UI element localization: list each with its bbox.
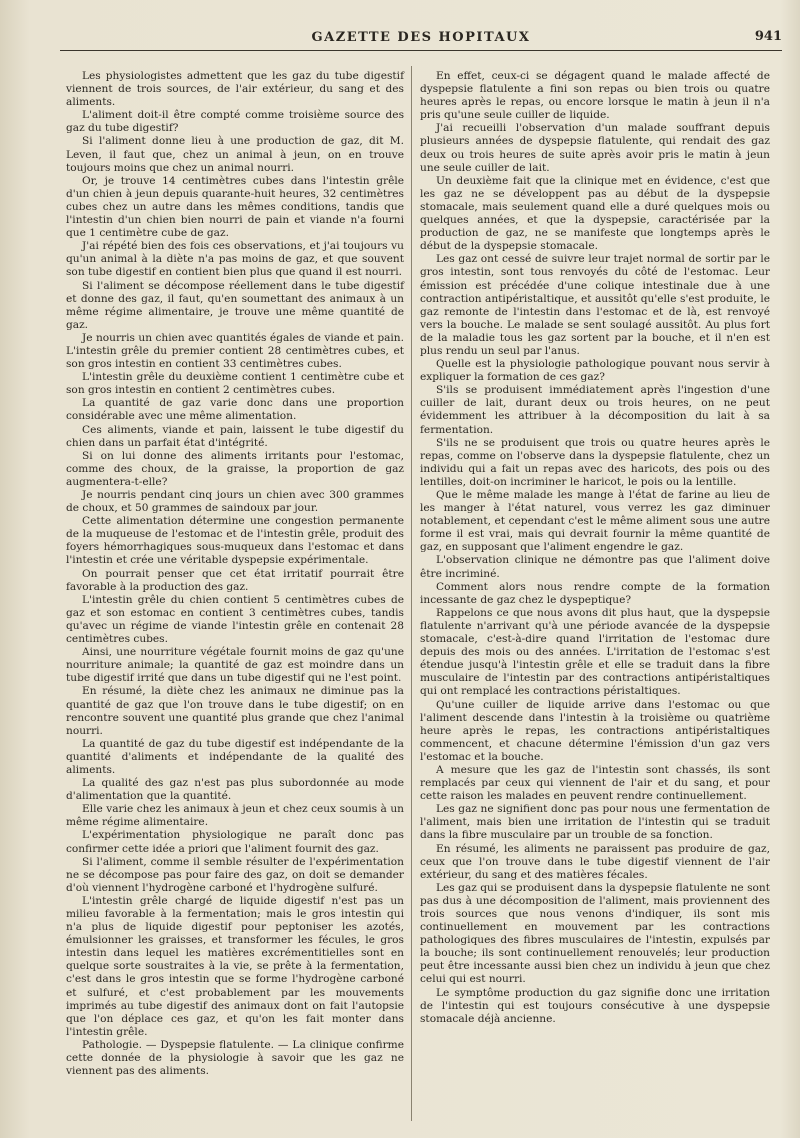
paragraph: J'ai répété bien des fois ces observations, et j'ai toujours vu qu'un animal à la diète n'a pas moins de gaz, et que souvent son tube digestif en contient bien plus que quand il est nourri.: [66, 240, 404, 279]
paragraph: Si l'aliment donne lieu à une production de gaz, dit M. Leven, il faut que, chez un animal à jeun, on en trouve toujours moins que chez un animal nourri.: [66, 135, 404, 174]
paragraph: S'ils ne se produisent que trois ou quatre heures après le repas, comme on l'observe dans la dyspepsie flatulente, chez un individu qui a fait un repas avec des haricots, des pois ou des lentilles, doit-on incriminer le haricot, le pois ou la lentille.: [420, 436, 770, 488]
paragraph: Les gaz ont cessé de suivre leur trajet normal de sortir par le gros intestin, sont tous renvoyés du côté de l'estomac. Leur émission est précédée d'une colique intestinale due à une contraction antipéristaltique, et aussitôt qu'elle s'est produite, le gaz remonte de l'intestin dans l'estomac et de là, est renvoyé vers la bouche. Le malade se sent soulagé aussitôt. Au plus fort de la maladie tous les gaz sortent par la bouche, et il n'en est plus rendu un seul par l'anus.: [420, 253, 770, 357]
paragraph: L'aliment doit-il être compté comme troisième source des gaz du tube digestif?: [66, 109, 404, 135]
paragraph: S'ils se produisent immédiatement après l'ingestion d'une cuiller de lait, durant deux ou trois heures, on ne peut évidemment les attribuer à la décomposition du lait à sa fermentation.: [420, 384, 770, 436]
paragraph: Cette alimentation détermine une congestion permanente de la muqueuse de l'estomac et de l'intestin grêle, produit des foyers hémorrhagiques sous-muqueux dans l'estomac et dans l'intestin et crée une véritable dyspepsie expérimentale.: [66, 515, 404, 567]
paragraph: Rappelons ce que nous avons dit plus haut, que la dyspepsie flatulente n'arrivant qu'à une période avancée de la dyspepsie stomacale, c'est-à-dire quand l'irritation de l'estomac dure depuis des mois ou des années. L'irritation de l'estomac s'est étendue jusqu'à l'intestin grêle et elle se traduit dans la fibre musculaire de l'intestin par des contractions antipéristaltiques qui ont remplacé les contractions péristaltiques.: [420, 606, 770, 698]
journal-title: GAZETTE DES HOPITAUX: [311, 30, 531, 45]
paragraph: L'intestin grêle du chien contient 5 centimètres cubes de gaz et son estomac en contient 3 centimètres cubes, tandis qu'avec un régime de viande l'intestin grêle en contenait 28 centimètres cubes.: [66, 593, 404, 646]
paragraph: Qu'une cuiller de liquide arrive dans l'estomac ou que l'aliment descende dans l'intestin à la troisième ou quatrième heure après le repas, les contractions antipéristaltiques commencent, et chacune détermine l'émission d'un gaz vers l'estomac et la bouche.: [420, 698, 770, 763]
paragraph: Un deuxième fait que la clinique met en évidence, c'est que les gaz ne se développent pas au début de la dyspepsie stomacale, mais seulement quand elle a duré quelques mois ou quelques années, et que la dyspepsie, caractérisée par la production de gaz, ne se manifeste que longtemps après le début de la dyspepsie stomacale.: [420, 174, 770, 253]
paragraph: La quantité de gaz du tube digestif est indépendante de la quantité d'aliments et indépendante de la qualité des aliments.: [66, 737, 404, 776]
paragraph: Or, je trouve 14 centimètres cubes dans l'intestin grêle d'un chien à jeun depuis quarante-huit heures, 32 centimètres cubes chez un autre dans les mêmes conditions, tandis que l'intestin d'un chien bien nourri de pain et viande n'a fourni que 1 centimètre cube de gaz.: [66, 174, 404, 240]
page-header: [60, 28, 782, 51]
paragraph: L'intestin grêle chargé de liquide digestif n'est pas un milieu favorable à la fermentation; mais le gros intestin qui n'a plus de liquide digestif pour peptoniser les azotés, émulsionner les graisses, et transformer les fécules, le gros intestin dans lequel les matières excrémentitielles sont en quelque sorte soustraites à la vie, se prête à la fermentation, c'est dans le gros intestin que se forme l'hydrogène carboné et sulfuré, et c'est probablement par les mouvements imprimés au tube digestif des animaux dont on fait l'autopsie que l'on déplace ces gaz, et qu'on les fait monter dans l'intestin grêle.: [66, 894, 404, 1038]
paragraph: On pourrait penser que cet état irritatif pourrait être favorable à la production des gaz.: [66, 567, 404, 593]
paragraph: Ainsi, une nourriture végétale fournit moins de gaz qu'une nourriture animale; la quantité de gaz est moindre dans un tube digestif irrité que dans un tube digestif qui ne l'est point.: [66, 646, 404, 685]
paragraph: La quantité de gaz varie donc dans une proportion considérable avec une même alimentation.: [66, 397, 404, 423]
paragraph: Si l'aliment, comme il semble résulter de l'expérimentation ne se décompose pas pour faire des gaz, on doit se demander d'où viennent l'hydrogène carboné et l'hydrogène sulfuré.: [66, 855, 404, 894]
paragraph: Les gaz qui se produisent dans la dyspepsie flatulente ne sont pas dus à une décomposition de l'aliment, mais proviennent des trois sources que nous venons d'indiquer, ils sont mis continuellement en mouvement par les contractions pathologiques des fibres musculaires de l'intestin, expulsés par la bouche; ils sont continuellement renouvelés; leur production peut être incessante aussi bien chez un individu à jeun que chez celui qui est nourri.: [420, 881, 770, 986]
paragraph: Elle varie chez les animaux à jeun et chez ceux soumis à un même régime alimentaire.: [66, 803, 404, 829]
paragraph: J'ai recueilli l'observation d'un malade souffrant depuis plusieurs années de dyspepsie flatulente, qui rendait des gaz deux ou trois heures de suite après avoir pris le matin à jeun une seule cuiller de lait.: [420, 122, 770, 174]
paragraph: Comment alors nous rendre compte de la formation incessante de gaz chez le dyspeptique?: [420, 580, 770, 606]
paragraph: En résumé, la diète chez les animaux ne diminue pas la quantité de gaz que l'on trouve dans le tube digestif; on en rencontre souvent une quantité plus grande que chez l'animal nourri.: [66, 685, 404, 737]
paragraph: Les gaz ne signifient donc pas pour nous une fermentation de l'aliment, mais bien une irritation de l'intestin qui se traduit dans la fibre musculaire par un trouble de sa fonction.: [420, 803, 770, 842]
paragraph: En résumé, les aliments ne paraissent pas produire de gaz, ceux que l'on trouve dans le tube digestif viennent de l'air extérieur, du sang et des matières fécales.: [420, 842, 770, 881]
page-number: 941: [754, 29, 782, 44]
left-column: [66, 70, 404, 1078]
paragraph: A mesure que les gaz de l'intestin sont chassés, ils sont remplacés par ceux qui viennent de l'air et du sang, et pour cette raison les malades en peuvent rendre continuellement.: [420, 763, 770, 803]
column-divider: [411, 66, 412, 1121]
paragraph: En effet, ceux-ci se dégagent quand le malade affecté de dyspepsie flatulente a fini son repas ou bien trois ou quatre heures après le repas, ou encore lorsque le matin à jeun il n'a pris qu'une seule cuiller de liquide.: [420, 70, 770, 122]
paragraph: Pathologie. — Dyspepsie flatulente. — La clinique confirme cette donnée de la physiologie à savoir que les gaz ne viennent pas des aliments.: [66, 1038, 404, 1078]
paragraph: Si on lui donne des aliments irritants pour l'estomac, comme des choux, de la graisse, la proportion de gaz augmentera-t-elle?: [66, 449, 404, 488]
paragraph: Quelle est la physiologie pathologique pouvant nous servir à expliquer la formation de ces gaz?: [420, 358, 770, 384]
paragraph: Le symptôme production du gaz signifie donc une irritation de l'intestin qui est toujours consécutive à une dyspepsie stomacale déjà ancienne.: [420, 986, 770, 1025]
paragraph: Je nourris un chien avec quantités égales de viande et pain. L'intestin grêle du premier contient 28 centimètres cubes, et son gros intestin en contient 33 centimètres cubes.: [66, 331, 404, 371]
paragraph: Si l'aliment se décompose réellement dans le tube digestif et donne des gaz, il faut, qu'en soumettant des animaux à un même régime alimentaire, je trouve une même quantité de gaz.: [66, 279, 404, 331]
paragraph: Ces aliments, viande et pain, laissent le tube digestif du chien dans un parfait état d'intégrité.: [66, 423, 404, 449]
paragraph: Que le même malade les mange à l'état de farine au lieu de les manger à l'état naturel, vous verrez les gaz diminuer notablement, et cependant c'est le même aliment sous une autre forme il est vrai, mais qui devrait fournir la même quantité de gaz, en supposant que l'aliment engendre le gaz.: [420, 489, 770, 554]
paragraph: L'intestin grêle du deuxième contient 1 centimètre cube et son gros intestin en contient 2 centimètres cubes.: [66, 371, 404, 397]
paragraph: Les physiologistes admettent que les gaz du tube digestif viennent de trois sources, de l'air extérieur, du sang et des aliments.: [66, 70, 404, 109]
paragraph: La qualité des gaz n'est pas plus subordonnée au mode d'alimentation que la quantité.: [66, 777, 404, 803]
paragraph: Je nourris pendant cinq jours un chien avec 300 grammes de choux, et 50 grammes de saindoux par jour.: [66, 489, 404, 515]
paragraph: L'observation clinique ne démontre pas que l'aliment doive être incriminé.: [420, 554, 770, 580]
right-column: [420, 70, 770, 1026]
paragraph: L'expérimentation physiologique ne paraît donc pas confirmer cette idée a priori que l'aliment fournit des gaz.: [66, 829, 404, 855]
